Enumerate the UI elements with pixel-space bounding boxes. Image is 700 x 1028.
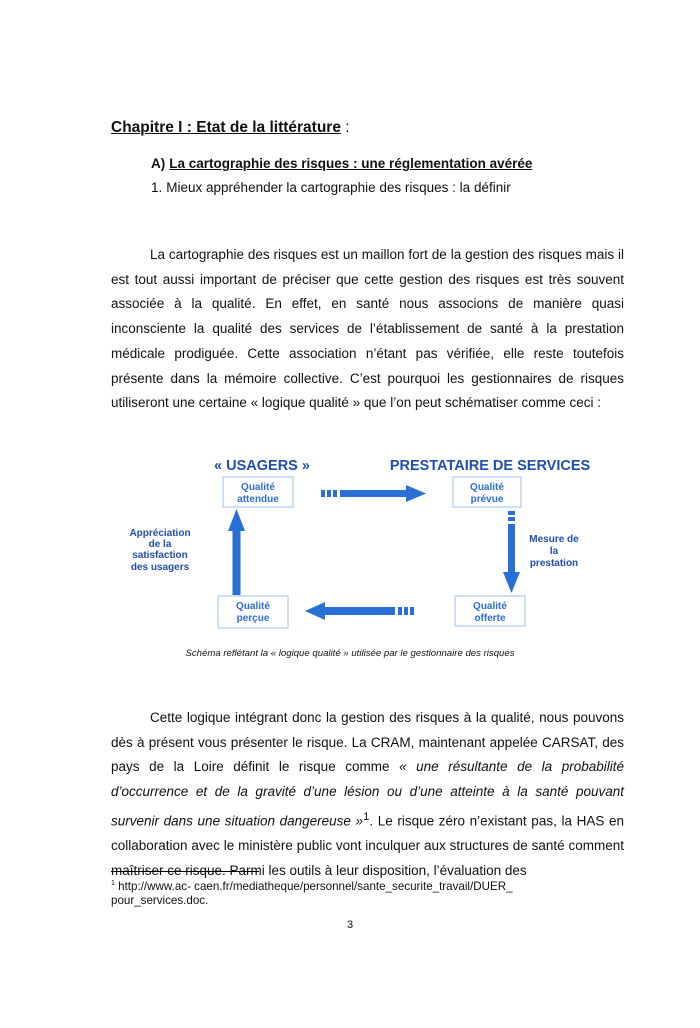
footnote-number: 1 <box>111 880 115 887</box>
section-a-title: La cartographie des risques : une réglementation avérée <box>169 156 533 171</box>
box-qualite-prevue-line1: Qualité <box>470 482 504 493</box>
box-qualite-offerte-line1: Qualité <box>473 601 507 612</box>
diagram-header-left: « USAGERS » <box>214 458 310 474</box>
section-1-title: Mieux appréhender la cartographie des risques : la définir <box>166 180 511 195</box>
box-qualite-attendue-line2: attendue <box>237 494 279 505</box>
footnote <box>111 877 581 908</box>
footnote-text: http://www.ac- caen.fr/mediatheque/personnel/sante_securite_travail/DUER_ pour_services.doc. <box>111 879 513 907</box>
label-mesure-line2: la <box>549 546 559 557</box>
label-appreciation-line1: Appréciation <box>129 528 191 539</box>
section-1-heading <box>151 180 511 195</box>
label-appreciation-line2: de la <box>148 539 172 550</box>
box-qualite-offerte-line2: offerte <box>474 613 506 624</box>
quality-logic-diagram <box>110 445 620 645</box>
section-1-marker: 1. <box>151 180 163 195</box>
diagram-caption: Schéma reflétant la « logique qualité » utilisée par le gestionnaire des risques <box>185 648 515 659</box>
intro-paragraph: La cartographie des risques est un maillon fort de la gestion des risques mais il est tout aussi important de préciser que cette gestion des risques est très souvent associée à la qualité. En effet, en santé nous associons de manière quasi inconsciente la qualité des services de l’établissement de santé à la prestation médicale prodiguée. Cette association n’étant pas vérifiée, elle reste toutefois présente dans la mémoire collective. C’est pourquoi les gestionnaires de risques utiliseront une certaine « logique qualité » que l’on peut schématiser comme ceci : <box>111 247 624 411</box>
risk-paragraph-part1: Cette logique intégrant donc la gestion des risques à la qualité, nous pouvons dès à présent vous présenter le risque. La CRAM, maintenant appelée CARSAT, des pays de la Loire définit le risque comme <box>111 710 624 775</box>
box-qualite-attendue-line1: Qualité <box>241 482 275 493</box>
chapter-title: Chapitre I : Etat de la littérature <box>111 119 341 136</box>
box-qualite-prevue-line2: prévue <box>470 494 504 505</box>
chapter-heading <box>111 119 350 137</box>
section-a-marker: A) <box>151 156 166 171</box>
arrow-right <box>321 485 426 502</box>
footnote-divider <box>111 871 259 872</box>
risk-definition-quote: « une résultante de la probabilité d’occurrence et de la gravité d’une lésion ou d’une atteinte à la santé pouvant survenir dans une situation dangereuse » <box>111 759 624 829</box>
box-qualite-percue-line1: Qualité <box>236 601 270 612</box>
label-appreciation-line4: des usagers <box>130 562 190 573</box>
arrow-up <box>228 509 245 595</box>
label-mesure-line3: prestation <box>529 558 579 569</box>
chapter-colon: : <box>340 119 350 136</box>
arrow-down <box>503 511 520 593</box>
diagram-header-right: PRESTATAIRE DE SERVICES <box>389 458 591 474</box>
section-a-heading <box>151 156 532 171</box>
arrow-left <box>305 602 414 620</box>
label-mesure-line1: Mesure de <box>529 534 579 545</box>
page-number: 3 <box>346 919 354 931</box>
box-qualite-percue-line2: perçue <box>236 613 270 624</box>
footnote-reference: 1 <box>363 810 370 823</box>
risk-paragraph <box>111 706 624 883</box>
label-appreciation-line3: satisfaction <box>132 550 188 561</box>
risk-paragraph-part2: . Le risque zéro n’existant pas, la HAS en collaboration avec le ministère public vont inculquer aux structures de santé comment maîtriser ce risque. Parmi les outils à leur disposition, l’évaluation des <box>111 813 624 878</box>
